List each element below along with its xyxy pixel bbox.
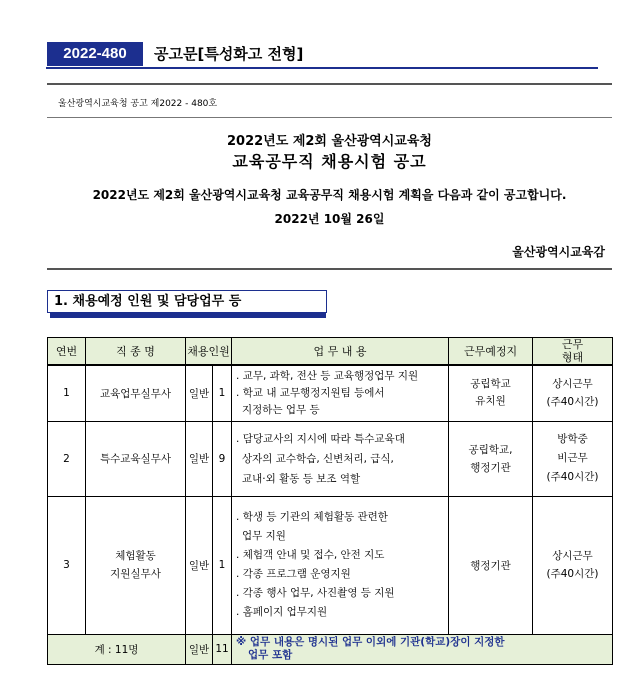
header-job: 직 종 명: [86, 338, 186, 366]
notice-intro: 2022년도 제2회 울산광역시교육청 교육공무직 채용시험 계획을 다음과 같이 공고합니다.: [92, 188, 567, 202]
row-duties: . 교무, 과학, 전산 등 교육행정업무 지원 . 학교 내 교무행정지원팀 등에서 지정하는 업무 등: [232, 365, 449, 421]
table-header-row: [48, 338, 613, 366]
table-row: [48, 365, 613, 421]
row-work-type: 상시근무 (주40시간): [533, 365, 613, 421]
row-workplace: 행정기관: [449, 496, 533, 634]
title-underline: [46, 67, 598, 69]
row-duties: . 학생 등 기관의 체험활동 관련한 업무 지원 . 체험객 안내 및 접수, 안전 지도 . 각종 프로그램 운영지원 . 각종 행사 업무, 사진촬영 등 지원 . 홈페이지 업무지원: [232, 496, 449, 634]
row-duties: . 담당교사의 지시에 따라 특수교육대 상자의 교수학습, 신변처리, 급식, 교내·외 활동 등 보조 역할: [232, 421, 449, 496]
row-type: 일반: [186, 365, 213, 421]
notice-reference: 울산광역시교육청 공고 제2022 - 480호: [58, 99, 218, 109]
notice-heading-line2: 교육공무직 채용시험 공고: [232, 152, 427, 171]
header-workplace: 근무예정지: [449, 338, 533, 366]
row-count: 9: [213, 421, 232, 496]
row-job: 특수교육실무사: [86, 421, 186, 496]
document-title: 공고문[특성화고 전형]: [154, 45, 304, 63]
row-type: 일반: [186, 421, 213, 496]
row-count: 1: [213, 496, 232, 634]
table-row: [48, 421, 613, 496]
divider: [47, 117, 612, 118]
header-work-type: 근무 형태: [533, 338, 613, 366]
total-count: 11: [213, 634, 232, 664]
divider: [47, 268, 612, 270]
row-work-type: 방학중 비근무 (주40시간): [533, 421, 613, 496]
row-no: 2: [48, 421, 86, 496]
total-type: 일반: [186, 634, 213, 664]
table-total-row: [48, 634, 613, 664]
notice-heading-line1: 2022년도 제2회 울산광역시교육청: [227, 134, 432, 149]
total-label: 계 : 11명: [48, 634, 186, 664]
row-work-type: 상시근무 (주40시간): [533, 496, 613, 634]
row-workplace: 공립학교, 행정기관: [449, 421, 533, 496]
header-hiring: 채용인원: [186, 338, 232, 366]
row-count: 1: [213, 365, 232, 421]
row-job: 교육업무실무사: [86, 365, 186, 421]
notice-number-badge: 2022-480: [47, 42, 143, 66]
hiring-table: [47, 337, 613, 665]
table-row: [48, 496, 613, 634]
row-no: 1: [48, 365, 86, 421]
notice-date: 2022년 10월 26일: [274, 212, 385, 226]
row-job: 체험활동 지원실무사: [86, 496, 186, 634]
notice-issuer: 울산광역시교육감: [512, 245, 605, 259]
total-note: ※ 업무 내용은 명시된 업무 이외에 기관(학교)장이 지정한 업무 포함: [232, 634, 613, 664]
header-no: 연번: [48, 338, 86, 366]
header-duty: 업 무 내 용: [232, 338, 449, 366]
row-no: 3: [48, 496, 86, 634]
section-title: 1. 채용예정 인원 및 담당업무 등: [47, 290, 327, 313]
divider: [47, 83, 612, 85]
row-type: 일반: [186, 496, 213, 634]
row-workplace: 공립학교 유치원: [449, 365, 533, 421]
